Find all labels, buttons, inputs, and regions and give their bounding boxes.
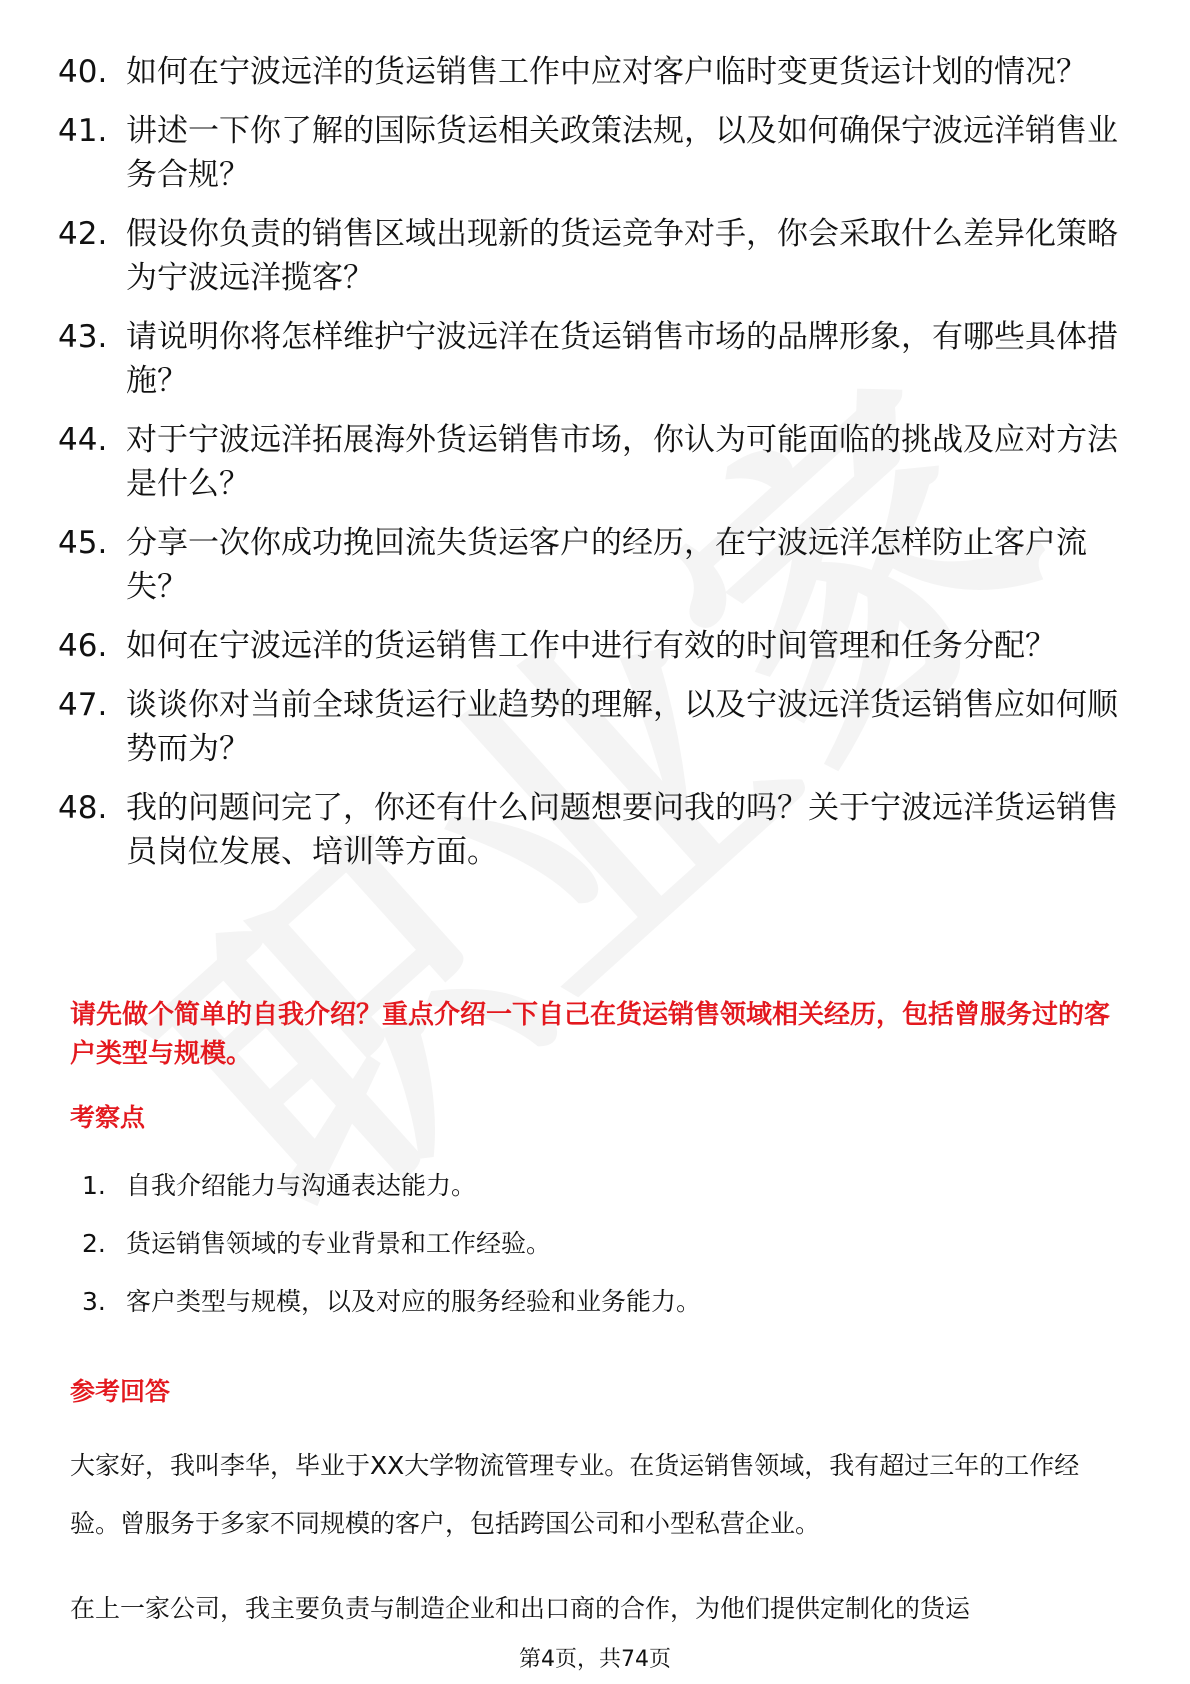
question-number: 41.	[58, 113, 108, 149]
question-number: 45.	[58, 525, 108, 561]
list-item	[58, 212, 1118, 300]
question-text: 我的问题问完了，你还有什么问题想要问我的吗？关于宁波远洋货运销售员岗位发展、培训等方面。	[126, 790, 1118, 870]
list-item	[82, 1168, 1082, 1204]
question-number: 44.	[58, 422, 108, 458]
question-text: 如何在宁波远洋的货运销售工作中应对客户临时变更货运计划的情况？	[126, 54, 1087, 90]
intro-question: 请先做个简单的自我介绍？重点介绍一下自己在货运销售领域相关经历，包括曾服务过的客户类型与规模。	[70, 1000, 1111, 1069]
question-text: 请说明你将怎样维护宁波远洋在货运销售市场的品牌形象，有哪些具体措施？	[126, 319, 1118, 399]
list-item	[82, 1284, 1082, 1320]
question-number: 47.	[58, 687, 108, 723]
list-item	[58, 521, 1118, 609]
point-text: 自我介绍能力与沟通表达能力。	[126, 1171, 477, 1200]
question-text: 分享一次你成功挽回流失货运客户的经历，在宁波远洋怎样防止客户流失？	[126, 525, 1087, 605]
question-number: 42.	[58, 216, 108, 252]
point-text: 货运销售领域的专业背景和工作经验。	[126, 1229, 552, 1258]
list-item	[82, 1226, 1082, 1262]
point-text: 客户类型与规模，以及对应的服务经验和业务能力。	[126, 1287, 702, 1316]
list-item	[58, 786, 1118, 874]
list-item	[58, 109, 1118, 197]
point-number: 1.	[82, 1171, 106, 1200]
assessment-points	[82, 1168, 1082, 1342]
point-number: 3.	[82, 1287, 106, 1316]
list-item	[58, 624, 1118, 668]
list-item	[58, 418, 1118, 506]
question-text: 讲述一下你了解的国际货运相关政策法规，以及如何确保宁波远洋销售业务合规？	[126, 113, 1118, 193]
question-text: 对于宁波远洋拓展海外货运销售市场，你认为可能面临的挑战及应对方法是什么？	[126, 422, 1118, 502]
page-footer: 第4页，共74页	[519, 1647, 671, 1672]
reference-heading: 参考回答	[70, 1377, 171, 1406]
question-text: 假设你负责的销售区域出现新的货运竞争对手，你会采取什么差异化策略为宁波远洋揽客？	[126, 216, 1118, 296]
question-number: 40.	[58, 54, 108, 90]
question-number: 43.	[58, 319, 108, 355]
question-number: 48.	[58, 790, 108, 826]
question-text: 谈谈你对当前全球货运行业趋势的理解，以及宁波远洋货运销售应如何顺势而为？	[126, 687, 1118, 767]
point-number: 2.	[82, 1229, 106, 1258]
list-item	[58, 315, 1118, 403]
assessment-heading: 考察点	[70, 1103, 146, 1132]
question-number: 46.	[58, 628, 108, 664]
list-item	[58, 683, 1118, 771]
answer-paragraph: 大家好，我叫李华，毕业于XX大学物流管理专业。在货运销售领域，我有超过三年的工作经验。曾服务于多家不同规模的客户，包括跨国公司和小型私营企业。	[70, 1451, 1080, 1538]
answer-paragraph: 在上一家公司，我主要负责与制造企业和出口商的合作，为他们提供定制化的货运	[70, 1594, 971, 1623]
question-text: 如何在宁波远洋的货运销售工作中进行有效的时间管理和任务分配？	[126, 628, 1056, 664]
question-list	[58, 50, 1118, 889]
list-item	[58, 50, 1118, 94]
